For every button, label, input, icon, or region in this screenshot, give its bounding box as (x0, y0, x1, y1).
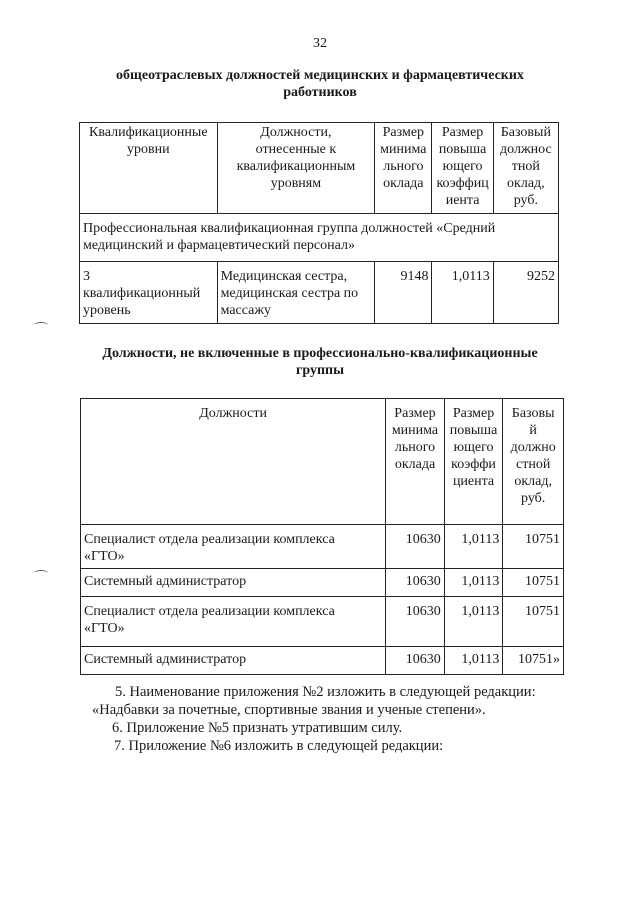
cell-text: Системный администратор (84, 652, 247, 667)
coefficient-cell: 1,0113 (444, 647, 503, 675)
min-salary-cell: 10630 (386, 597, 445, 647)
header-text: должнос (500, 142, 552, 157)
table-group-row (80, 214, 559, 262)
cell-text: «ГТО» (84, 621, 125, 636)
min-salary-cell: 10630 (386, 569, 445, 597)
table-row (81, 525, 564, 569)
cell-text: «ГТО» (84, 549, 125, 564)
heading-line: общеотраслевых должностей медицинских и фармацевтических (116, 68, 524, 83)
coefficient-cell: 1,0113 (444, 525, 503, 569)
group-text: медицинский и фармацевтический персонал» (83, 238, 355, 253)
section-heading-2 (80, 345, 560, 379)
header-text: минима (380, 142, 427, 157)
table-header-row (81, 399, 564, 525)
header-text: тной (511, 159, 540, 174)
table-row (80, 262, 559, 324)
header-text: Базовый (500, 125, 551, 140)
coefficient-cell: 1,0113 (444, 597, 503, 647)
coefficient-cell: 1,0113 (444, 569, 503, 597)
base-salary-cell: 10751» (503, 647, 564, 675)
header-text: квалификационным (236, 159, 356, 174)
header-text: Размер (441, 125, 484, 140)
heading-line: группы (295, 363, 345, 378)
paragraph-7: 7. Приложение №6 изложить в следующей редакции: (114, 738, 444, 754)
section-heading-1 (90, 67, 550, 101)
paragraph-6: 6. Приложение №5 признать утратившим силу. (112, 720, 403, 736)
header-text: коэффиц (436, 176, 489, 191)
level-cell (80, 262, 218, 324)
scan-mark (34, 322, 48, 329)
header-text: Размер (394, 406, 436, 421)
table-row (81, 597, 564, 647)
header-cell (432, 123, 493, 214)
cell-text: Специалист отдела реализации комплекса (84, 532, 335, 547)
heading-line: Должности, не включенные в профессионально-квалификационные (102, 346, 538, 361)
cell-text: 3 (83, 269, 90, 284)
page-number: 32 (313, 36, 327, 51)
header-text: повыша (438, 142, 487, 157)
header-text: й (529, 423, 537, 438)
header-text: коэффи (451, 457, 496, 472)
header-text: Размер (382, 125, 425, 140)
header-cell (81, 399, 386, 525)
header-text: оклада (383, 176, 424, 191)
base-salary-cell: 10751 (503, 569, 564, 597)
coefficient-cell: 1,0113 (432, 262, 493, 324)
header-cell (444, 399, 503, 525)
header-cell (493, 123, 558, 214)
header-text: льного (383, 159, 424, 174)
position-cell (81, 569, 386, 597)
header-cell (375, 123, 432, 214)
table-header-row (80, 123, 559, 214)
cell-text: квалификационный (83, 286, 201, 301)
header-text: оклада (394, 457, 436, 472)
min-salary-cell: 10630 (386, 525, 445, 569)
header-text: Квалификационные (89, 125, 208, 140)
header-text: оклад, (514, 474, 552, 489)
header-text: иента (445, 193, 480, 208)
paragraph-5: 5. Наименование приложения №2 изложить в следующей редакции: (115, 684, 536, 700)
base-salary-cell: 10751 (503, 597, 564, 647)
header-text: ющего (442, 159, 483, 174)
header-text: уровням (270, 176, 322, 191)
position-cell (217, 262, 375, 324)
group-cell (80, 214, 559, 262)
header-text: стной (516, 457, 551, 472)
cell-text: Медицинская сестра, (220, 269, 348, 284)
scan-mark (34, 570, 48, 577)
header-text: повыша (449, 423, 498, 438)
min-salary-cell: 9148 (375, 262, 432, 324)
table-row (81, 569, 564, 597)
header-cell (80, 123, 218, 214)
header-cell (217, 123, 375, 214)
cell-text: массажу (220, 303, 272, 318)
header-cell (386, 399, 445, 525)
cell-text: медицинская сестра по (220, 286, 359, 301)
header-text: Должности (199, 406, 267, 421)
table-row (81, 647, 564, 675)
cell-text: Специалист отдела реализации комплекса (84, 604, 335, 619)
heading-line: работников (283, 85, 357, 100)
header-text: минима (391, 423, 439, 438)
header-text: циента (452, 474, 495, 489)
paragraph-5-continuation: «Надбавки за почетные, спортивные звания и ученые степени». (92, 702, 486, 718)
position-cell (81, 525, 386, 569)
header-text: Базовы (511, 406, 555, 421)
header-text: Должности, (260, 125, 332, 140)
header-text: должно (510, 440, 556, 455)
header-text: руб. (513, 193, 538, 208)
base-salary-cell: 9252 (493, 262, 558, 324)
header-text: руб. (521, 491, 546, 506)
position-cell (81, 597, 386, 647)
cell-text: уровень (83, 303, 131, 318)
salary-table-1 (79, 122, 559, 324)
header-text: льного (394, 440, 436, 455)
group-text: Профессиональная квалификационная группа должностей «Средний (83, 221, 496, 236)
salary-table-2 (80, 398, 564, 675)
header-text: уровни (126, 142, 170, 157)
header-cell (503, 399, 564, 525)
cell-text: Системный администратор (84, 574, 247, 589)
header-text: оклад, (507, 176, 545, 191)
header-text: ющего (453, 440, 494, 455)
position-cell (81, 647, 386, 675)
base-salary-cell: 10751 (503, 525, 564, 569)
header-text: Размер (452, 406, 495, 421)
header-text: отнесенные к (255, 142, 337, 157)
min-salary-cell: 10630 (386, 647, 445, 675)
